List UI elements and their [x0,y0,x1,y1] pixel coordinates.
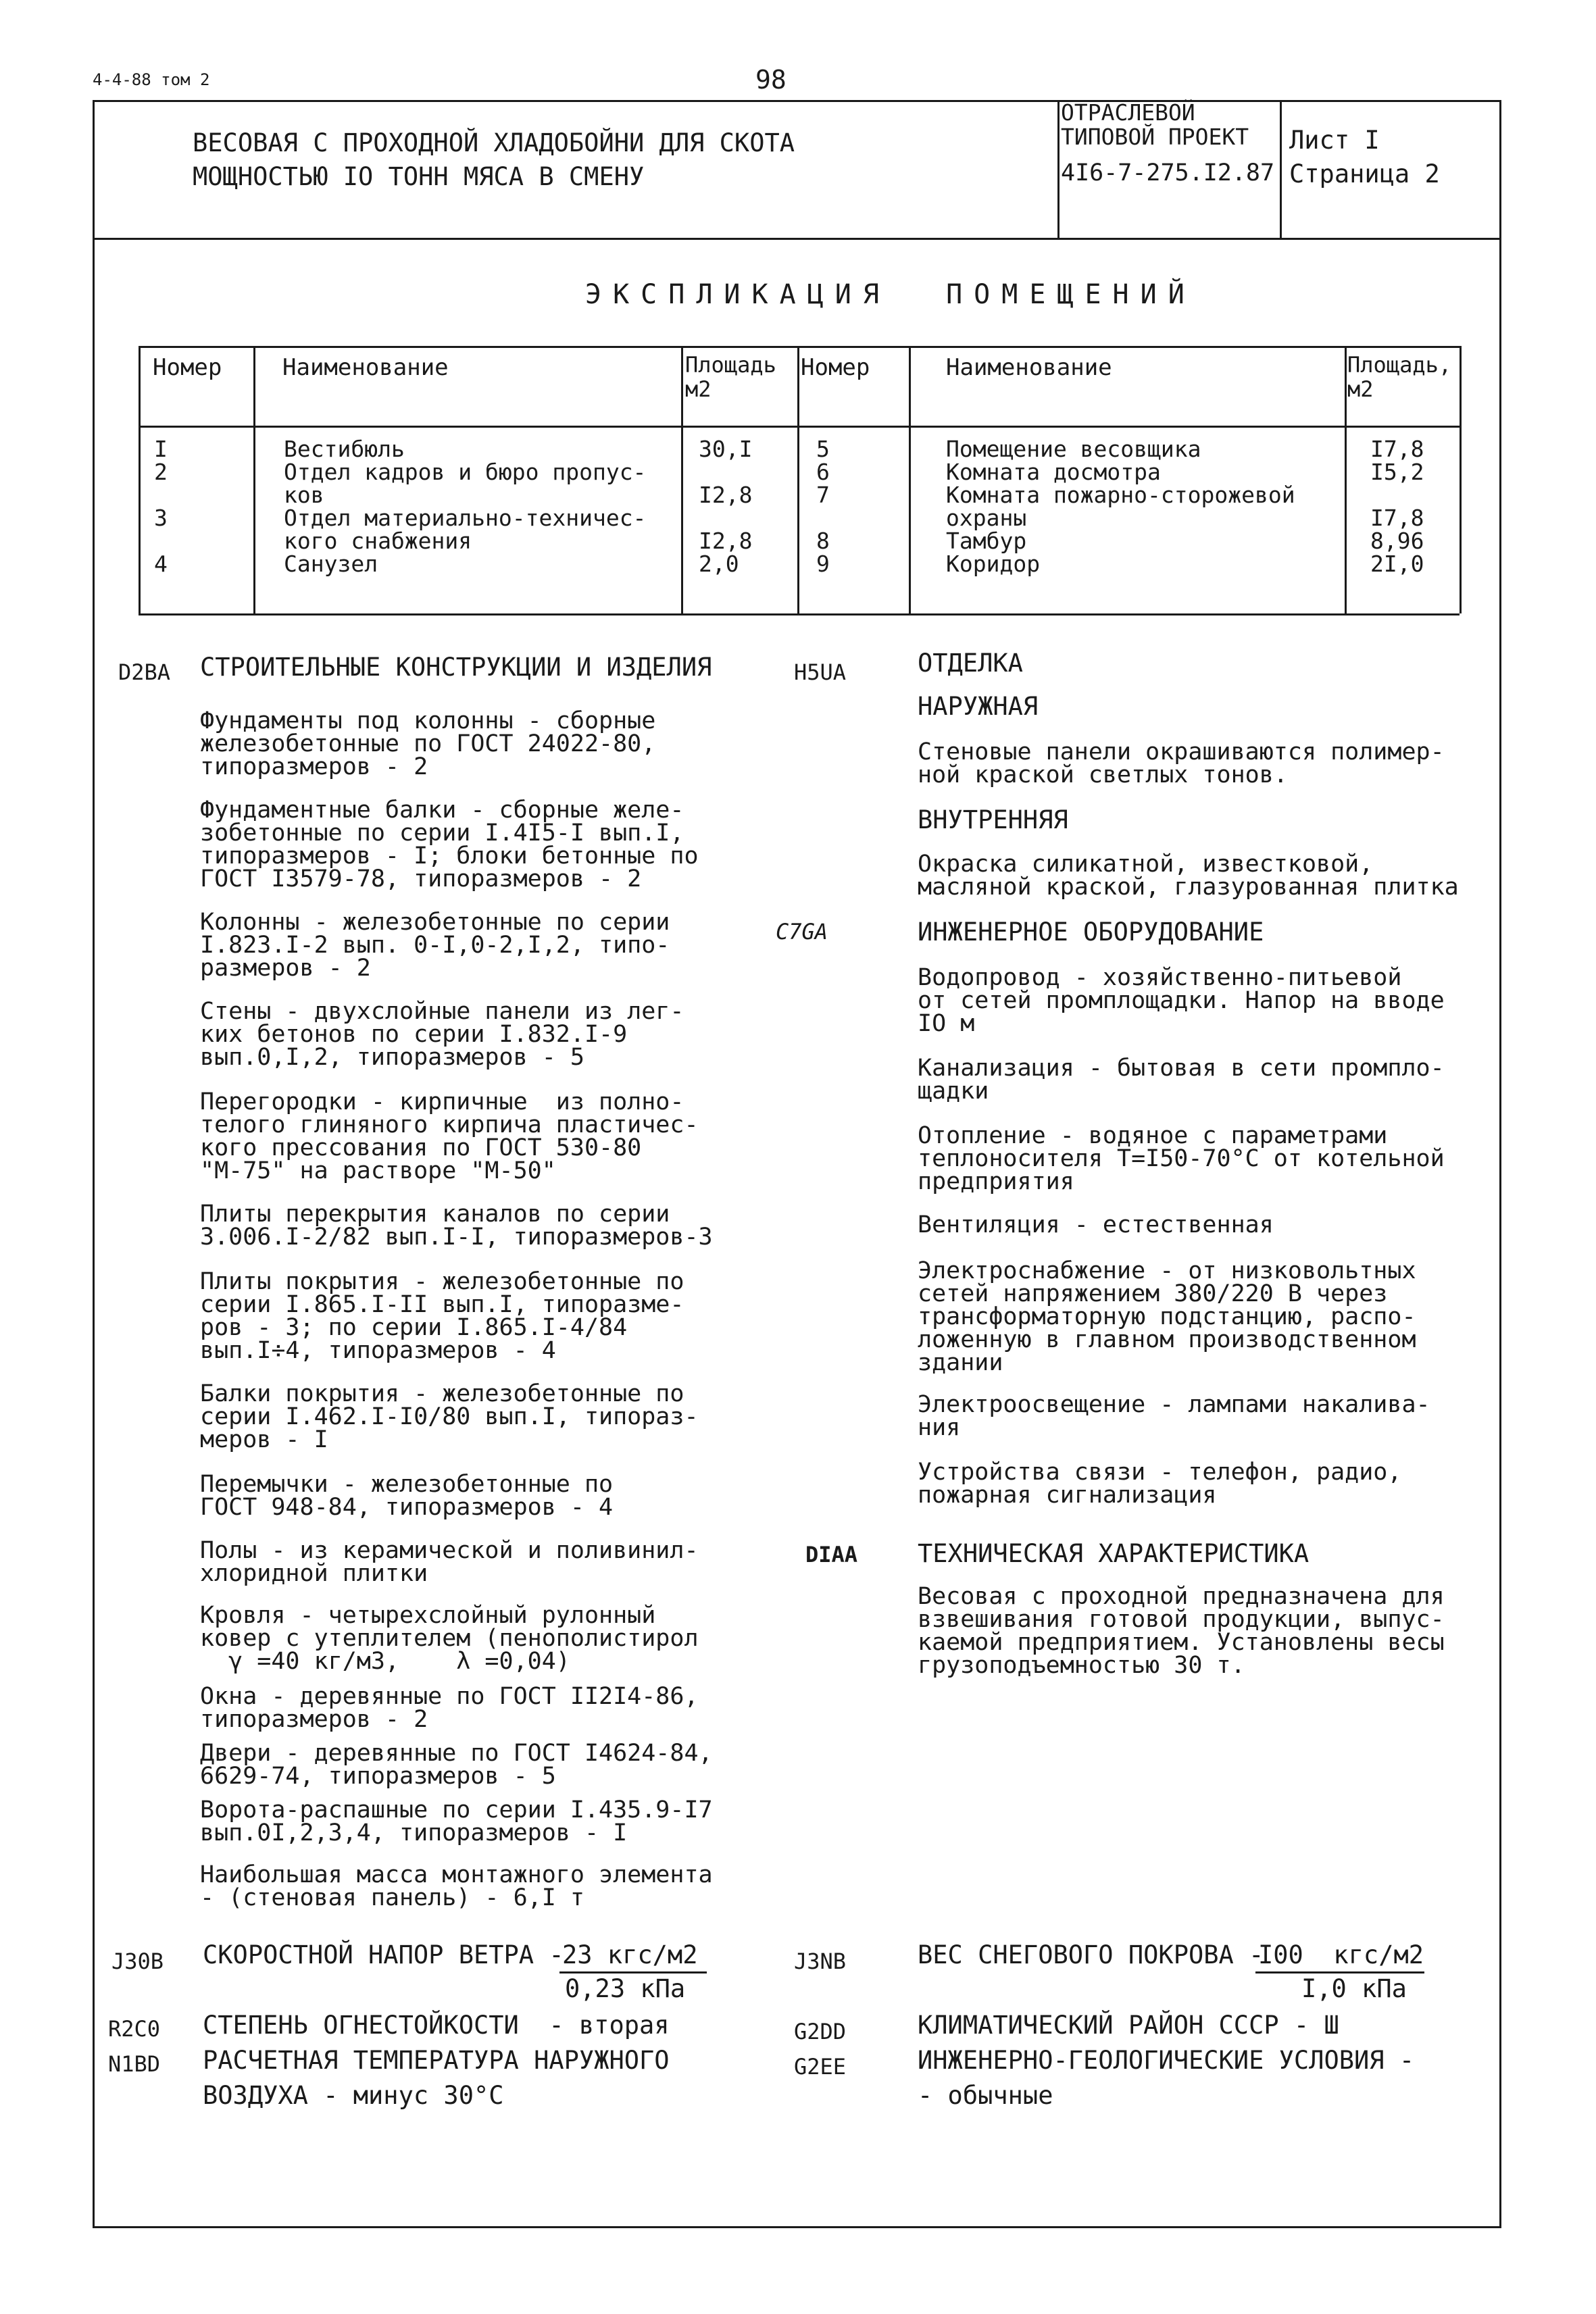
climate-text: КЛИМАТИЧЕСКИЙ РАЙОН СССР - Ш [918,2011,1339,2040]
explication-heading: ЭКСПЛИКАЦИЯ ПОМЕЩЕНИЙ [585,279,1196,310]
engineering-item: Устройства связи - телефон, радио, пожарная сигнализация [918,1459,1402,1509]
title-divider-2 [1280,100,1282,238]
construction-item: Наибольшая масса монтажного элемента - (стеновая панель) - 6,I т [200,1861,713,1911]
wind-value: 23 кгс/м2 [562,1940,698,1969]
climate-code: G2DD [794,2019,847,2044]
construction-item: Плиты покрытия - железобетонные по серии I.865.I-II вып.I, типоразме- ров - 3; по серии I.865.I-4/84 вып.I÷4, типоразмеров - 4 [200,1268,684,1364]
table-bottom-rule [139,613,1460,615]
table-col-line [681,346,683,613]
th-number-right: Номер [801,354,870,381]
wind-label: СКОРОСТНОЙ НАПОР ВЕТРА - [203,1940,564,1969]
wind-fraction-bar [559,1971,707,1973]
construction-code: D2BA [118,659,171,685]
outer-finish-title: НАРУЖНАЯ [918,692,1039,721]
right-room-numbers: 5 6 7 8 9 [816,436,830,577]
engineering-item: Водопровод - хозяйственно-питьевой от сетей промплощадки. Напор на вводе IO м [918,964,1445,1037]
construction-item: Кровля - четырехслойный рулонный ковер с утеплителем (пенополистирол γ =40 кг/м3, λ =0,04) [200,1602,699,1675]
snow-label: ВЕС СНЕГОВОГО ПОКРОВА - [918,1940,1264,1969]
engineering-item: Канализация - бытовая в сети промпло- щадки [918,1055,1445,1105]
th-name-right: Наименование [946,354,1112,381]
engineering-item: Вентиляция - естественная [918,1211,1274,1238]
temp-text-1: РАСЧЕТНАЯ ТЕМПЕРАТУРА НАРУЖНОГО [203,2046,670,2075]
th-number-left: Номер [153,354,222,381]
tech-title: ТЕХНИЧЕСКАЯ ХАРАКТЕРИСТИКА [918,1539,1310,1568]
table-col-line [1345,346,1347,613]
table-col-line [139,346,141,613]
title-block-bottom-rule [93,238,1501,240]
title-line-2: МОЩНОСТЬЮ IO ТОНН МЯСА В СМЕНУ [193,162,645,191]
construction-item: Стены - двухслойные панели из лег- ких бетонов по серии I.832.I-9 вып.0,I,2, типоразмеров - 5 [200,998,684,1071]
page-label: Страница 2 [1289,159,1440,188]
snow-code: J3NB [794,1948,847,1974]
outer-finish-text: Стеновые панели окрашиваются полимер- ной краской светлых тонов. [918,738,1445,788]
engineering-item: Электроснабжение - от низковольтных сетей напряжением 380/220 В через трансформаторную подстанцию, распо- ложенную в главном производственном здании [918,1257,1416,1376]
wind-code: J30B [111,1948,164,1974]
fire-code: R2C0 [108,2016,161,2042]
construction-title: СТРОИТЕЛЬНЫЕ КОНСТРУКЦИИ И ИЗДЕЛИЯ [200,653,712,682]
construction-item: Колонны - железобетонные по серии I.823.I-2 вып. 0-I,0-2,I,2, типо- размеров - 2 [200,909,670,982]
construction-item: Балки покрытия - железобетонные по серии I.462.I-I0/80 вып.I, типораз- меров - I [200,1380,699,1453]
snow-fraction-bar [1255,1971,1424,1973]
engineering-item: Отопление - водяное с параметрами теплоносителя Т=I50-70°С от котельной предприятия [918,1122,1445,1195]
engineering-item: Электроосвещение - лампами накалива- ния [918,1391,1430,1441]
inner-finish-text: Окраска силикатной, известковой, масляной краской, глазурованная плитка [918,851,1459,901]
table-col-line [1460,346,1462,613]
geology-code: G2EE [794,2054,847,2080]
right-room-names: Помещение весовщика Комната досмотра Комната пожарно-сторожевой охраны Тамбур Коридор [946,436,1295,577]
right-room-areas: I7,8 I5,2 I7,8 8,96 2I,0 [1370,436,1424,577]
geology-text-1: ИНЖЕНЕРНО-ГЕОЛОГИЧЕСКИЕ УСЛОВИЯ - [918,2046,1415,2075]
construction-item: Полы - из керамической и поливинил- хлоридной плитки [200,1537,699,1587]
construction-item: Перемычки - железобетонные по ГОСТ 948-84, типоразмеров - 4 [200,1471,614,1521]
temp-text-2: ВОЗДУХА - минус 30°С [203,2081,504,2110]
left-room-areas: 30,I I2,8 I2,8 2,0 [699,436,753,577]
left-room-names: Вестибюль Отдел кадров и бюро пропус- ков Отдел материально-техничес- кого снабжения Санузел [284,436,647,577]
snow-value: I00 кгс/м2 [1258,1940,1424,1969]
title-line-1: ВЕСОВАЯ С ПРОХОДНОЙ ХЛАДОБОЙНИ ДЛЯ СКОТА [193,128,795,157]
doc-code: 4-4-88 том 2 [93,70,210,89]
th-name-left: Наименование [282,354,449,381]
title-divider-1 [1057,100,1059,238]
construction-item: Фундаментные балки - сборные желе- зобетонные по серии I.4I5-I вып.I, типоразмеров - I; блоки бетонные по ГОСТ I3579-78, типоразмеров - 2 [200,797,699,892]
tech-text: Весовая с проходной предназначена для взвешивания готовой продукции, выпус- каемой предприятием. Установлены весы грузоподъемностью 30 т. [918,1583,1445,1679]
table-col-line [253,346,255,613]
project-type-line-2: ТИПОВОЙ ПРОЕКТ [1061,124,1249,150]
engineering-title: ИНЖЕНЕРНОЕ ОБОРУДОВАНИЕ [918,917,1264,947]
project-type-line-1: ОТРАСЛЕВОЙ [1061,99,1195,126]
temp-code: N1BD [108,2051,161,2077]
construction-item: Фундаменты под колонны - сборные железобетонные по ГОСТ 24022-80, типоразмеров - 2 [200,707,656,780]
geology-text-2: - обычные [918,2081,1053,2110]
wind-value-kpa: 0,23 кПа [565,1974,686,2003]
th-area-right: Площадь, м2 [1347,352,1452,402]
engineering-code: C7GA [776,919,828,945]
fire-text: СТЕПЕНЬ ОГНЕСТОЙКОСТИ - вторая [203,2011,670,2040]
project-number: 4I6-7-275.I2.87 [1061,159,1275,186]
finish-code: H5UA [794,659,847,685]
snow-value-kpa: I,0 кПа [1301,1974,1407,2003]
page-number: 98 [755,65,787,95]
left-room-numbers: I 2 3 4 [154,436,168,577]
table-col-line [797,346,799,613]
tech-code: DIAA [805,1542,858,1567]
sheet-label: Лист I [1289,126,1380,155]
construction-item: Ворота-распашные по серии I.435.9-I7 вып.0I,2,3,4, типоразмеров - I [200,1796,713,1846]
construction-item: Окна - деревянные по ГОСТ II2I4-86, типоразмеров - 2 [200,1683,699,1733]
th-area-left: Площадь м2 [685,352,776,402]
construction-item: Перегородки - кирпичные из полно- телого глиняного кирпича пластичес- кого прессования по ГОСТ 530-80 "М-75" на растворе "М-50" [200,1088,699,1184]
inner-finish-title: ВНУТРЕННЯЯ [918,805,1068,834]
finish-title: ОТДЕЛКА [918,649,1023,678]
table-col-line [909,346,911,613]
construction-item: Плиты перекрытия каналов по серии 3.006.I-2/82 вып.I-I, типоразмеров-3 [200,1201,713,1251]
construction-item: Двери - деревянные по ГОСТ I4624-84, 6629-74, типоразмеров - 5 [200,1740,713,1790]
